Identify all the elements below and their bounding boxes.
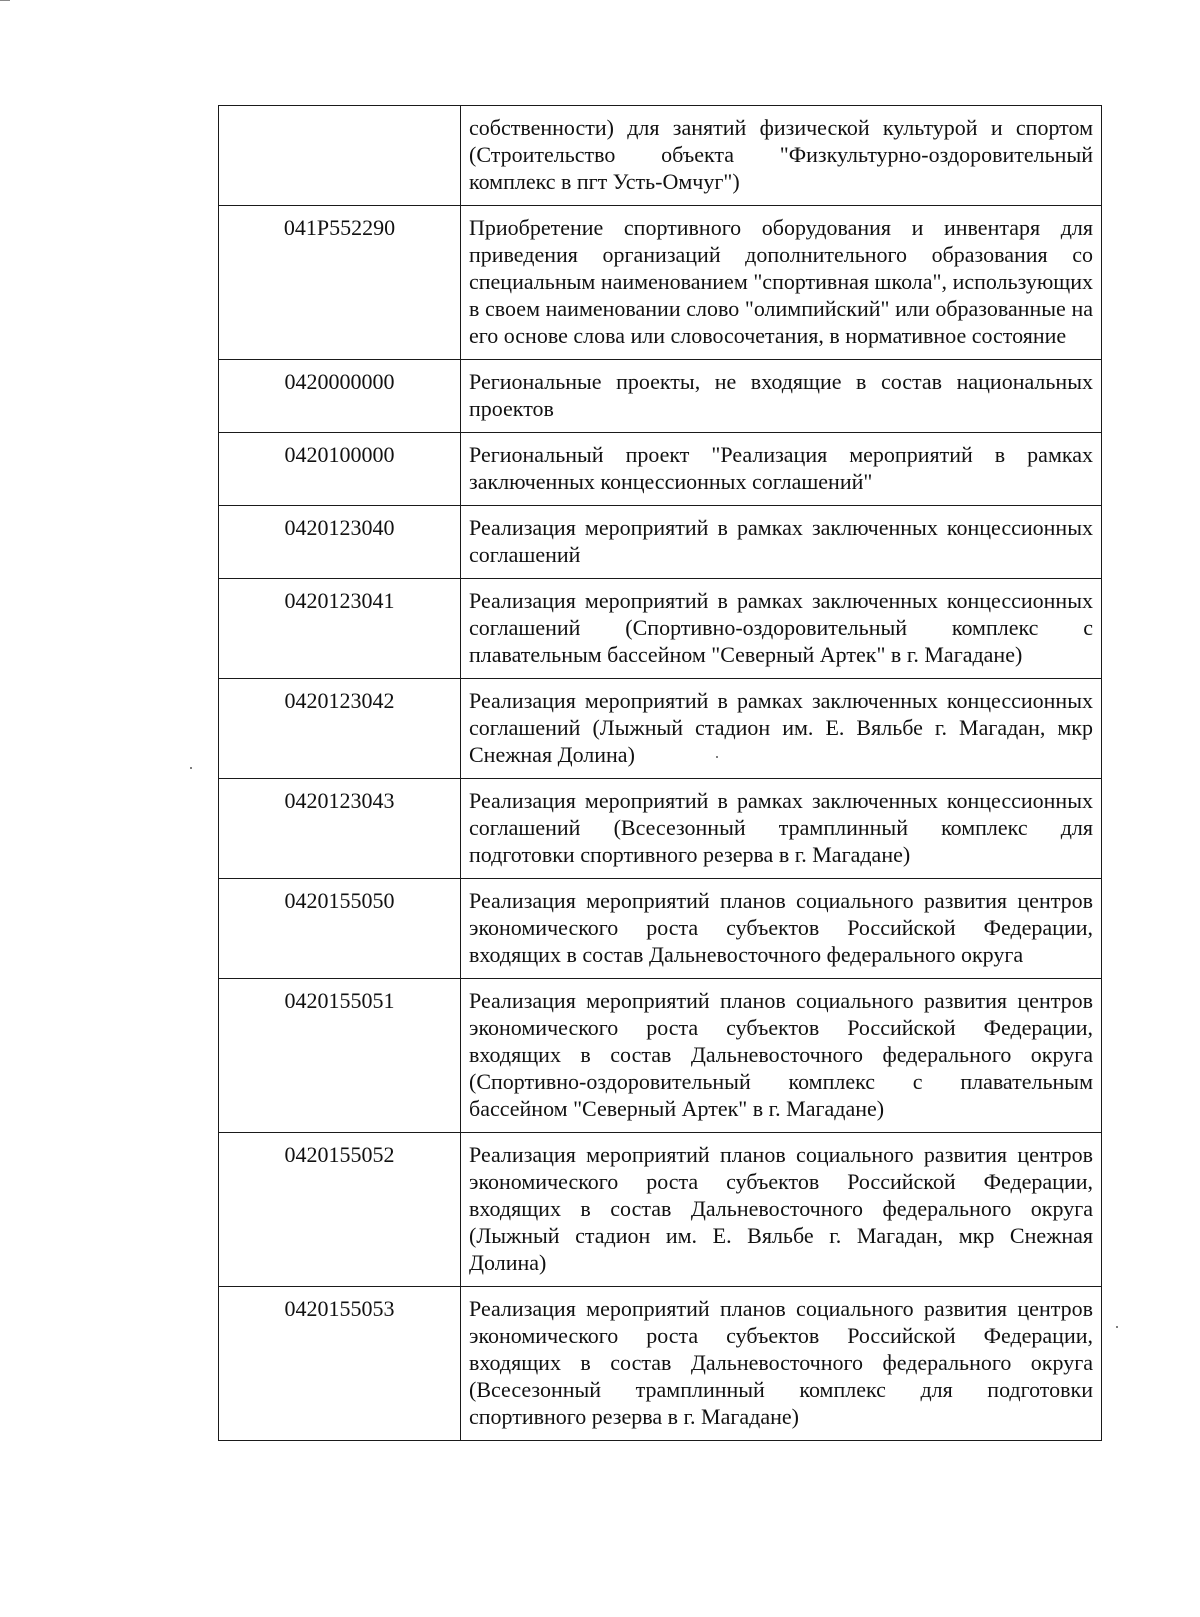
description-cell: Реализация мероприятий планов социального развития центров экономического роста субъектов Российской Федерации, входящих в состав Дальневосточного федерального округа <box>461 879 1102 979</box>
table-row <box>219 433 1102 506</box>
scan-edge-mark <box>0 0 10 1</box>
table-row <box>219 579 1102 679</box>
scan-speck <box>190 767 192 769</box>
scan-speck <box>716 756 718 758</box>
table-row <box>219 506 1102 579</box>
code-cell: 0420155053 <box>219 1287 461 1441</box>
table-row <box>219 879 1102 979</box>
table-row <box>219 206 1102 360</box>
budget-code-table <box>218 105 1102 1441</box>
table-row <box>219 779 1102 879</box>
description-cell: Региональный проект "Реализация мероприятий в рамках заключенных концессионных соглашений" <box>461 433 1102 506</box>
description-cell: Приобретение спортивного оборудования и инвентаря для приведения организаций дополнительного образования со специальным наименованием "спортивная школа", использующих в своем наименовании слово "олимпийский" или образованные на его основе слова или словосочетания, в нормативное состояние <box>461 206 1102 360</box>
code-cell: 041P552290 <box>219 206 461 360</box>
description-cell: Реализация мероприятий планов социального развития центров экономического роста субъектов Российской Федерации, входящих в состав Дальневосточного федерального округа (Спортивно-оздоровительный комплекс с плавательным бассейном "Северный Артек" в г. Магадане) <box>461 979 1102 1133</box>
code-cell: 0420155050 <box>219 879 461 979</box>
description-cell: собственности) для занятий физической культурой и спортом (Строительство объекта "Физкультурно-оздоровительный комплекс в пгт Усть-Омчуг") <box>461 106 1102 206</box>
code-cell: 0420155052 <box>219 1133 461 1287</box>
code-cell: 0420123041 <box>219 579 461 679</box>
table-row <box>219 1133 1102 1287</box>
code-cell: 0420123043 <box>219 779 461 879</box>
table-row <box>219 679 1102 779</box>
description-cell: Региональные проекты, не входящие в состав национальных проектов <box>461 360 1102 433</box>
description-cell: Реализация мероприятий в рамках заключенных концессионных соглашений (Всесезонный трамплинный комплекс для подготовки спортивного резерва в г. Магадане) <box>461 779 1102 879</box>
code-cell: 0420123042 <box>219 679 461 779</box>
scan-speck <box>1116 1326 1118 1328</box>
code-cell: 0420000000 <box>219 360 461 433</box>
description-cell: Реализация мероприятий в рамках заключенных концессионных соглашений (Спортивно-оздоровительный комплекс с плавательным бассейном "Северный Артек" в г. Магадане) <box>461 579 1102 679</box>
code-cell <box>219 106 461 206</box>
description-cell: Реализация мероприятий в рамках заключенных концессионных соглашений (Лыжный стадион им. Е. Вяльбе г. Магадан, мкр Снежная Долина) <box>461 679 1102 779</box>
description-cell: Реализация мероприятий в рамках заключенных концессионных соглашений <box>461 506 1102 579</box>
code-cell: 0420155051 <box>219 979 461 1133</box>
description-cell: Реализация мероприятий планов социального развития центров экономического роста субъектов Российской Федерации, входящих в состав Дальневосточного федерального округа (Всесезонный трамплинный комплекс для подготовки спортивного резерва в г. Магадане) <box>461 1287 1102 1441</box>
code-cell: 0420123040 <box>219 506 461 579</box>
table-row <box>219 106 1102 206</box>
table-row <box>219 979 1102 1133</box>
table-row <box>219 360 1102 433</box>
description-cell: Реализация мероприятий планов социального развития центров экономического роста субъектов Российской Федерации, входящих в состав Дальневосточного федерального округа (Лыжный стадион им. Е. Вяльбе г. Магадан, мкр Снежная Долина) <box>461 1133 1102 1287</box>
table-row <box>219 1287 1102 1441</box>
code-cell: 0420100000 <box>219 433 461 506</box>
